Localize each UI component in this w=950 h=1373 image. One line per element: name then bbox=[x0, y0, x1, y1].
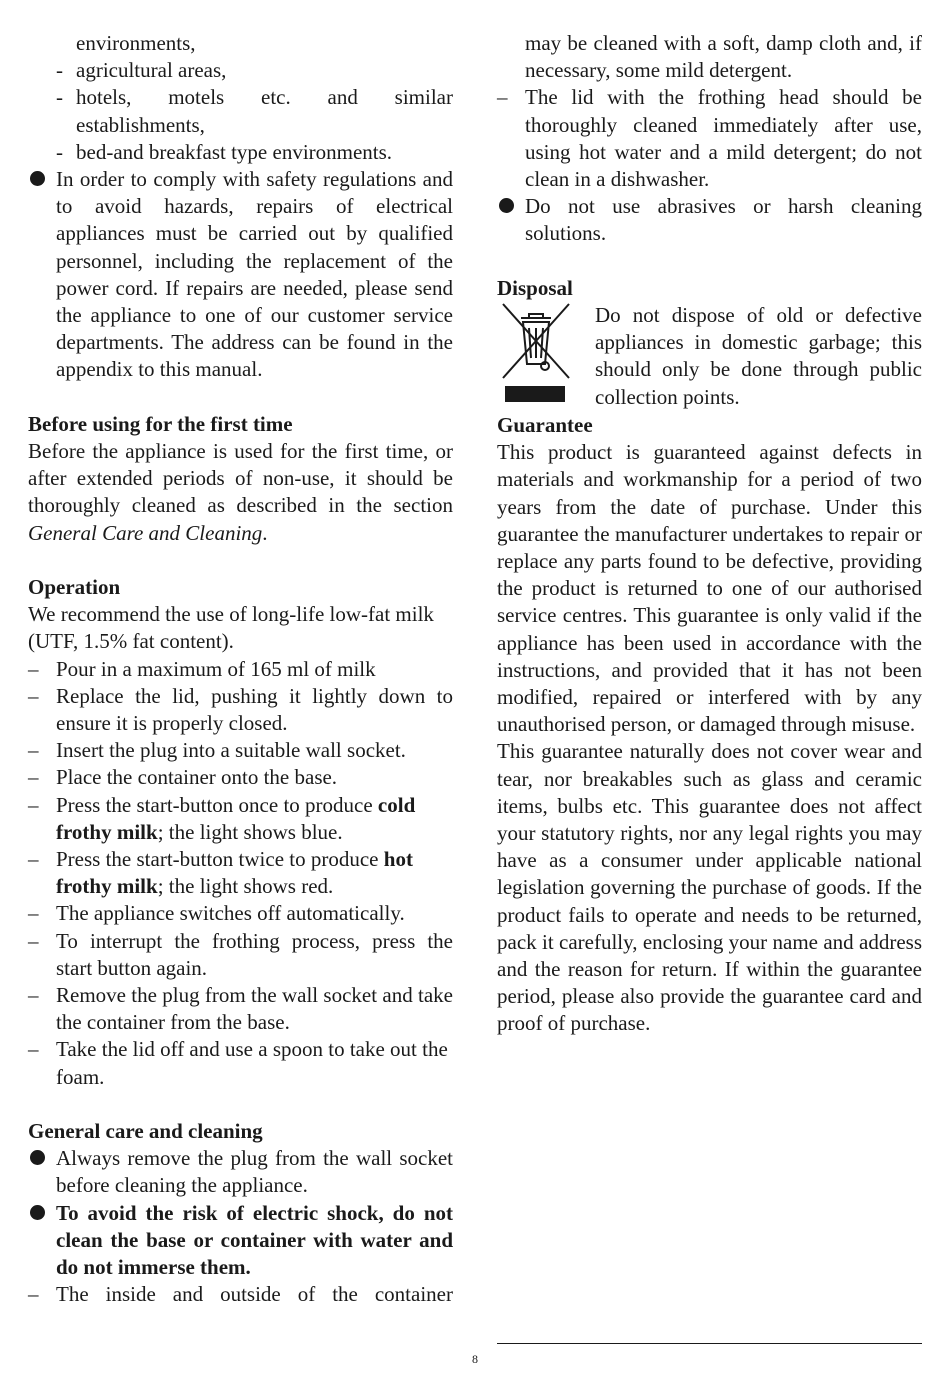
guarantee-heading: Guarantee bbox=[497, 413, 593, 438]
crossed-bin-icon bbox=[497, 302, 595, 412]
list-item: - agricultural areas, bbox=[56, 58, 227, 83]
care-heading: General care and cleaning bbox=[28, 1119, 263, 1144]
list-item-hot-milk: – Press the start-button twice to produce hot frothy milk; the light shows red. bbox=[28, 847, 413, 899]
left-column bbox=[28, 30, 453, 1309]
care-dash-continued: may be cleaned with a soft, damp cloth and, if necessary, some mild detergent. bbox=[525, 31, 922, 83]
repairs-bullet: In order to comply with safety regulations and to avoid hazards, repairs of electrical appliances must be carried out by qualified personnel, including the replacement of the power cord. If repairs are needed, please send the appliance to one of our customer service departments. The address can be found in the appendix to this manual. bbox=[28, 166, 453, 384]
list-item: – To interrupt the frothing process, press the start button again. bbox=[28, 928, 453, 980]
environments-continued: environments, bbox=[76, 31, 196, 55]
list-item: – Take the lid off and use a spoon to take out the foam. bbox=[28, 1037, 448, 1089]
list-item: – The appliance switches off automatically. bbox=[28, 901, 405, 926]
bullet-icon bbox=[30, 1150, 45, 1165]
list-item: – The inside and outside of the container bbox=[28, 1282, 453, 1307]
list-item: – Place the container onto the base. bbox=[28, 765, 338, 790]
list-item: - hotels, motels etc. and similar establishments, bbox=[56, 85, 453, 137]
bullet-icon bbox=[30, 171, 45, 186]
disposal-text: Do not dispose of old or defective appliances in domestic garbage; this should only be done through public collection points. bbox=[595, 303, 922, 409]
bullet-icon bbox=[499, 198, 514, 213]
first-use-text: Before the appliance is used for the first time, or after extended periods of non-use, it should be thoroughly cleaned as described in the section General Care and Cleaning. bbox=[28, 439, 453, 545]
list-item: - bed-and breakfast type environments. bbox=[56, 139, 393, 164]
bullet-icon bbox=[30, 1205, 45, 1220]
disposal-section bbox=[497, 302, 922, 412]
footer-rule bbox=[497, 1343, 922, 1344]
weee-bar-icon bbox=[505, 386, 565, 402]
disposal-heading: Disposal bbox=[497, 275, 573, 300]
list-item: – Insert the plug into a suitable wall socket. bbox=[28, 738, 406, 763]
wheelie-bin-icon bbox=[499, 302, 573, 382]
care-bullet-unplug: Always remove the plug from the wall socket before cleaning the appliance. bbox=[28, 1145, 453, 1199]
right-column bbox=[497, 30, 922, 1038]
list-item-cold-milk: – Press the start-button once to produce cold frothy milk; the light shows blue. bbox=[28, 792, 416, 844]
list-item: – Remove the plug from the wall socket and take the container from the base. bbox=[28, 983, 453, 1035]
list-item: – Replace the lid, pushing it lightly down to ensure it is properly closed. bbox=[28, 683, 453, 736]
care-bullet-shock-warning: To avoid the risk of electric shock, do not clean the base or container with water and do not immerse them. bbox=[28, 1200, 453, 1282]
guarantee-paragraph-2: This guarantee naturally does not cover wear and tear, nor breakables such as glass and ceramic items, bulbs etc. This guarantee does not affect your statutory rights, nor any legal rights you may have as a consumer under applicable national legislation governing the purchase of goods. If the product fails to operate and needs to be returned, pack it carefully, enclosing your name and address and the reason for return. If within the guarantee period, please also provide the guarantee card and proof of purchase. bbox=[497, 739, 922, 1036]
care-bullet-abrasives: Do not use abrasives or harsh cleaning solutions. bbox=[497, 193, 922, 247]
operation-heading: Operation bbox=[28, 575, 121, 600]
list-item: – The lid with the frothing head should be thoroughly cleaned immediately after use, using hot water and a mild detergent; do not clean in a dishwasher. bbox=[497, 85, 922, 192]
page-number: 8 bbox=[472, 1352, 478, 1366]
guarantee-paragraph-1: This product is guaranteed against defects in materials and workmanship for a period of two years from the date of purchase. Under this guarantee the manufacturer undertakes to repair or replace any parts found to be defective, providing the product is returned to one of our authorised service centres. This guarantee is only valid if the appliance has been used in accordance with the instructions, and provided that it has not been modified, repaired or interfered with by any unauthorised person, or damaged through misuse. bbox=[497, 440, 922, 737]
list-item: – Pour in a maximum of 165 ml of milk bbox=[28, 656, 376, 681]
first-use-heading: Before using for the first time bbox=[28, 411, 293, 436]
operation-intro: We recommend the use of long-life low-fat milk (UTF, 1.5% fat content). bbox=[28, 602, 434, 654]
